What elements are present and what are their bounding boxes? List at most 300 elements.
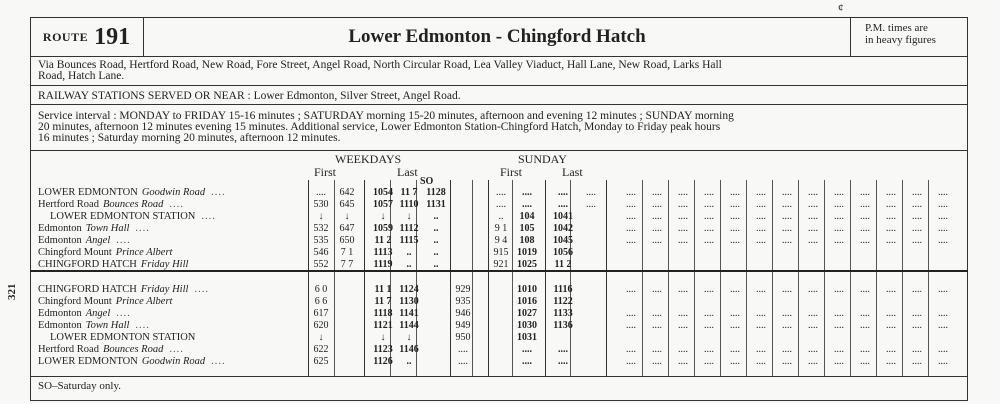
time-cell: 1059 [373,223,393,234]
blank-cell: .... [626,223,636,234]
column-rule [928,180,929,376]
time-cell: 617 [313,308,329,319]
blank-cell: .... [938,211,948,222]
blank-cell: .... [756,199,766,210]
column-rule [308,180,309,376]
blank-cell: .... [938,344,948,355]
time-cell: .... [458,344,468,355]
footnote: SO–Saturday only. [38,380,122,392]
blank-cell: .... [678,187,688,198]
time-cell: .... [558,187,568,198]
blank-cell: .... [678,211,688,222]
time-cell: 9 1 [494,223,508,234]
time-cell: .. [433,259,439,270]
blank-cell: .... [678,235,688,246]
time-cell: 1113 [373,247,393,258]
stop-name: Chingford Mount [38,247,112,258]
time-cell: 929 [455,284,471,295]
time-cell: 1112 [399,223,419,234]
blank-cell: .... [704,223,714,234]
time-cell: 1133 [553,308,573,319]
blank-cell: .... [860,356,870,367]
column-rule [512,180,513,376]
weekdays-header: WEEKDAYS [335,152,402,166]
time-cell: 105 [519,223,535,234]
blank-cell: .... [912,199,922,210]
page-number: 321 [6,283,18,301]
time-cell: 1025 [517,259,537,270]
stop-row [38,332,320,344]
leader-dots: .... [211,187,226,198]
blank-cell: .... [652,284,662,295]
blank-cell: .... [730,320,740,331]
stop-name: LOWER EDMONTON [38,356,138,367]
blank-cell: .... [704,187,714,198]
time-cell: 1126 [373,356,393,367]
blank-cell: .... [652,223,662,234]
time-cell: .... [522,199,532,210]
divider [30,150,968,151]
blank-cell: .... [756,320,766,331]
blank-cell: .... [730,308,740,319]
leader-dots: .... [201,211,216,222]
time-cell: 9 4 [494,235,508,246]
blank-cell: .... [652,211,662,222]
time-cell: 552 [313,259,329,270]
time-cell: ↓ [406,332,412,343]
stop-name: Chingford Mount [38,296,112,307]
blank-cell: .... [886,356,896,367]
blank-cell: .... [886,284,896,295]
blank-cell: .... [834,356,844,367]
time-cell: 915 [493,247,509,258]
blank-cell: .... [626,199,636,210]
blank-cell: .... [808,211,818,222]
blank-cell: .... [808,308,818,319]
stop-row [38,308,308,320]
time-cell: .... [558,199,568,210]
blank-cell: .... [834,187,844,198]
blank-cell: .... [938,223,948,234]
column-rule [746,180,747,376]
time-cell: 946 [455,308,471,319]
blank-cell: .... [704,344,714,355]
blank-cell: .... [678,223,688,234]
column-rule [364,180,365,376]
blank-cell: .... [782,199,792,210]
stop-name: LOWER EDMONTON [38,187,138,198]
stop-name: LOWER EDMONTON STATION [50,211,196,222]
time-cell: 6 6 [314,296,328,307]
blank-cell: .... [886,211,896,222]
time-cell: 1054 [373,187,393,198]
blank-cell: .... [756,308,766,319]
time-cell: .... [586,187,596,198]
time-cell: 1116 [553,284,573,295]
leader-dots: .... [116,308,131,319]
blank-cell: .... [834,223,844,234]
time-cell: 1016 [517,296,537,307]
column-rule [850,180,851,376]
time-cell: 1031 [517,332,537,343]
blank-cell: .... [652,235,662,246]
route-box [30,17,144,57]
time-cell: 1030 [517,320,537,331]
blank-cell: .... [652,199,662,210]
column-rule [720,180,721,376]
time-cell: 1119 [373,259,393,270]
time-cell: ↓ [380,211,386,222]
blank-cell: .... [782,223,792,234]
time-cell: 1056 [553,247,573,258]
blank-cell: .... [704,235,714,246]
blank-cell: .... [912,284,922,295]
pm-note-line-2: in heavy figures [865,34,936,46]
time-cell: .... [522,187,532,198]
time-cell: .. [406,356,412,367]
blank-cell: .... [730,223,740,234]
column-rule [334,180,335,376]
time-cell: .... [496,199,506,210]
blank-cell: .... [626,235,636,246]
via-line-2: Road, Hatch Lane. [38,70,125,82]
column-rule [824,180,825,376]
time-cell: 1122 [553,296,573,307]
blank-cell: .... [834,320,844,331]
blank-cell: .... [912,235,922,246]
blank-cell: .... [886,223,896,234]
time-cell: 11 2 [374,235,392,246]
blank-cell: .... [730,187,740,198]
time-cell: .... [586,199,596,210]
time-cell: 1118 [373,308,393,319]
column-rule [488,180,489,376]
blank-cell: .... [782,320,792,331]
blank-cell: .... [652,356,662,367]
blank-cell: .... [678,344,688,355]
time-cell: 1136 [553,320,573,331]
leader-dots: .... [135,223,150,234]
time-cell: 622 [313,344,329,355]
blank-cell: .... [886,308,896,319]
time-cell: .. [433,247,439,258]
blank-cell: .... [678,284,688,295]
blank-cell: .... [782,187,792,198]
time-cell: 11 7 [374,296,392,307]
blank-cell: .... [626,187,636,198]
blank-cell: .... [808,284,818,295]
leader-dots: .... [211,356,226,367]
weekdays-first-header: First [314,165,337,179]
blank-cell: .... [938,187,948,198]
divider [30,104,968,105]
blank-cell: .... [912,320,922,331]
blank-cell: .... [886,235,896,246]
blank-cell: .... [912,344,922,355]
column-rule [606,180,607,376]
time-cell: 7 1 [340,247,354,258]
time-cell: .. [433,211,439,222]
blank-cell: .... [938,356,948,367]
stop-name: Edmonton [38,308,82,319]
blank-cell: .... [782,211,792,222]
blank-cell: .... [652,344,662,355]
blank-cell: .... [678,320,688,331]
blank-cell: .... [678,199,688,210]
time-cell: 1124 [399,284,419,295]
time-cell: 6 0 [314,284,328,295]
column-rule [694,180,695,376]
column-rule [876,180,877,376]
blank-cell: .... [730,356,740,367]
time-cell: 7 7 [340,259,354,270]
time-cell: 535 [313,235,329,246]
stop-row [38,320,308,332]
time-cell: 11 7 [400,187,418,198]
time-cell: 949 [455,320,471,331]
blank-cell: .... [626,211,636,222]
time-cell: 950 [455,332,471,343]
railway-stations: RAILWAY STATIONS SERVED OR NEAR : Lower Edmonton, Silver Street, Angel Road. [38,90,461,102]
blank-cell: .... [912,356,922,367]
column-rule [668,180,669,376]
column-rule [902,180,903,376]
saturday-only-header: SO [420,176,434,187]
blank-cell: .... [808,187,818,198]
time-cell: 1121 [373,320,393,331]
leader-dots: .... [169,344,184,355]
blank-cell: .... [834,284,844,295]
stop-row [38,199,308,211]
time-cell: 1045 [553,235,573,246]
blank-cell: .... [860,223,870,234]
blank-cell: .... [808,199,818,210]
blank-cell: .... [886,187,896,198]
time-cell: ↓ [318,211,324,222]
time-cell: 108 [519,235,535,246]
time-cell: 530 [313,199,329,210]
blank-cell: .... [730,235,740,246]
blank-cell: .... [808,356,818,367]
time-cell: 620 [313,320,329,331]
blank-cell: .... [730,344,740,355]
time-cell: 1130 [399,296,419,307]
time-cell: 647 [339,223,355,234]
blank-cell: .... [626,344,636,355]
leader-dots: .... [135,320,150,331]
time-cell: 1019 [517,247,537,258]
blank-cell: .... [886,320,896,331]
stop-row [38,235,308,247]
blank-cell: .... [704,308,714,319]
blank-cell: .... [834,199,844,210]
blank-cell: .... [730,284,740,295]
stop-qualifier: Angel [85,235,111,246]
blank-cell: .... [808,235,818,246]
blank-cell: .... [808,344,818,355]
weekdays-last-header: Last [397,165,418,179]
blank-cell: .... [756,211,766,222]
time-cell: 1010 [517,284,537,295]
time-cell: 532 [313,223,329,234]
blank-cell: .... [756,284,766,295]
time-cell: 1128 [426,187,446,198]
stop-name: CHINGFORD HATCH [38,284,137,295]
column-rule [642,180,643,376]
stop-qualifier: Town Hall [85,320,130,331]
time-cell: .... [316,187,326,198]
blank-cell: .... [652,187,662,198]
stop-qualifier: Friday Hill [140,259,189,270]
time-cell: 645 [339,199,355,210]
blank-cell: .... [860,199,870,210]
time-cell: .... [458,356,468,367]
stop-row [38,247,308,259]
time-cell: ↓ [318,332,324,343]
blank-cell: .... [860,211,870,222]
time-cell: ↓ [344,211,350,222]
stop-qualifier: Prince Albert [115,296,173,307]
time-cell: .... [558,344,568,355]
blank-cell: .... [782,308,792,319]
column-rule [772,180,773,376]
blank-cell: .... [860,320,870,331]
time-cell: 1144 [399,320,419,331]
blank-cell: .... [782,344,792,355]
blank-cell: .... [938,235,948,246]
blank-cell: .... [782,284,792,295]
time-cell: .... [522,344,532,355]
blank-cell: .... [756,187,766,198]
stop-name: Edmonton [38,223,82,234]
time-cell: 1027 [517,308,537,319]
blank-cell: .... [626,356,636,367]
time-cell: 1042 [553,223,573,234]
time-cell: .. [433,223,439,234]
blank-cell: .... [730,199,740,210]
time-cell: .. [406,247,412,258]
pm-note [850,17,968,57]
blank-cell: .... [756,356,766,367]
column-rule [545,180,546,376]
blank-cell: .... [938,320,948,331]
blank-cell: .... [912,308,922,319]
blank-cell: .... [652,320,662,331]
time-cell: 1115 [399,235,419,246]
blank-cell: .... [756,344,766,355]
stop-row [38,223,308,235]
blank-cell: .... [756,235,766,246]
route-number: 191 [94,23,131,50]
blank-cell: .... [834,235,844,246]
time-cell: 935 [455,296,471,307]
time-cell: .. [498,211,504,222]
leader-dots: .... [194,284,209,295]
blank-cell: .... [912,223,922,234]
stop-row [38,344,308,356]
time-cell: 1057 [373,199,393,210]
blank-cell: .... [938,308,948,319]
blank-cell: .... [938,199,948,210]
time-cell: .... [522,356,532,367]
route-title: Lower Edmonton - Chingford Hatch [348,26,646,47]
stop-name: Hertford Road [38,199,99,210]
blank-cell: .... [704,211,714,222]
stop-name: Edmonton [38,320,82,331]
stop-qualifier: Friday Hill [140,284,189,295]
time-cell: .... [496,187,506,198]
blank-cell: .... [626,308,636,319]
divider [30,376,968,377]
stop-qualifier: Goodwin Road [141,356,206,367]
leader-dots: .... [169,199,184,210]
pm-note-line-1: P.M. times are [865,22,928,34]
time-cell: 546 [313,247,329,258]
blank-cell: .... [860,284,870,295]
sunday-last-header: Last [562,165,583,179]
section-divider [30,270,968,272]
blank-cell: .... [704,284,714,295]
time-cell: 921 [493,259,509,270]
stop-row [38,356,308,368]
margin-mark: ¢ [838,2,844,14]
route-label: ROUTE [42,29,89,44]
blank-cell: .... [678,356,688,367]
time-cell: ↓ [380,332,386,343]
blank-cell: .... [912,211,922,222]
time-cell: 104 [519,211,535,222]
blank-cell: .... [860,187,870,198]
time-cell: ↓ [406,211,412,222]
time-cell: .. [406,259,412,270]
time-cell: 1110 [399,199,419,210]
blank-cell: .... [704,356,714,367]
service-interval-line-2: 20 minutes, afternoon 12 minutes evening 15 minutes. Additional service, Lower Edmonton Station-Chingford Hatch, Monday to Friday peak hours [38,121,721,133]
blank-cell: .... [834,211,844,222]
divider [30,85,968,86]
blank-cell: .... [626,284,636,295]
blank-cell: .... [886,199,896,210]
stop-name: Hertford Road [38,344,99,355]
stop-name: LOWER EDMONTON STATION [50,332,196,343]
blank-cell: .... [782,235,792,246]
blank-cell: .... [730,211,740,222]
time-cell: 11 1 [374,284,392,295]
service-interval-line-1: Service interval : MONDAY to FRIDAY 15-16 minutes ; SATURDAY morning 15-20 minutes, afternoon and evening 12 minutes ; SUNDAY morning [38,110,734,122]
time-cell: 650 [339,235,355,246]
stop-qualifier: Bounces Road [102,199,164,210]
blank-cell: .... [860,235,870,246]
leader-dots: .... [116,235,131,246]
blank-cell: .... [704,320,714,331]
stop-row [38,284,308,296]
blank-cell: .... [860,308,870,319]
time-cell: 1041 [553,211,573,222]
stop-row [38,187,308,199]
time-cell: .. [433,235,439,246]
stop-qualifier: Goodwin Road [141,187,206,198]
sunday-first-header: First [500,165,523,179]
stop-qualifier: Angel [85,308,111,319]
blank-cell: .... [756,223,766,234]
service-interval-line-3: 16 minutes ; Saturday morning 20 minutes, afternoon 12 minutes. [38,132,341,144]
time-cell: 625 [313,356,329,367]
time-cell: 1131 [426,199,446,210]
time-cell: 642 [339,187,355,198]
blank-cell: .... [808,223,818,234]
blank-cell: .... [834,308,844,319]
blank-cell: .... [938,284,948,295]
